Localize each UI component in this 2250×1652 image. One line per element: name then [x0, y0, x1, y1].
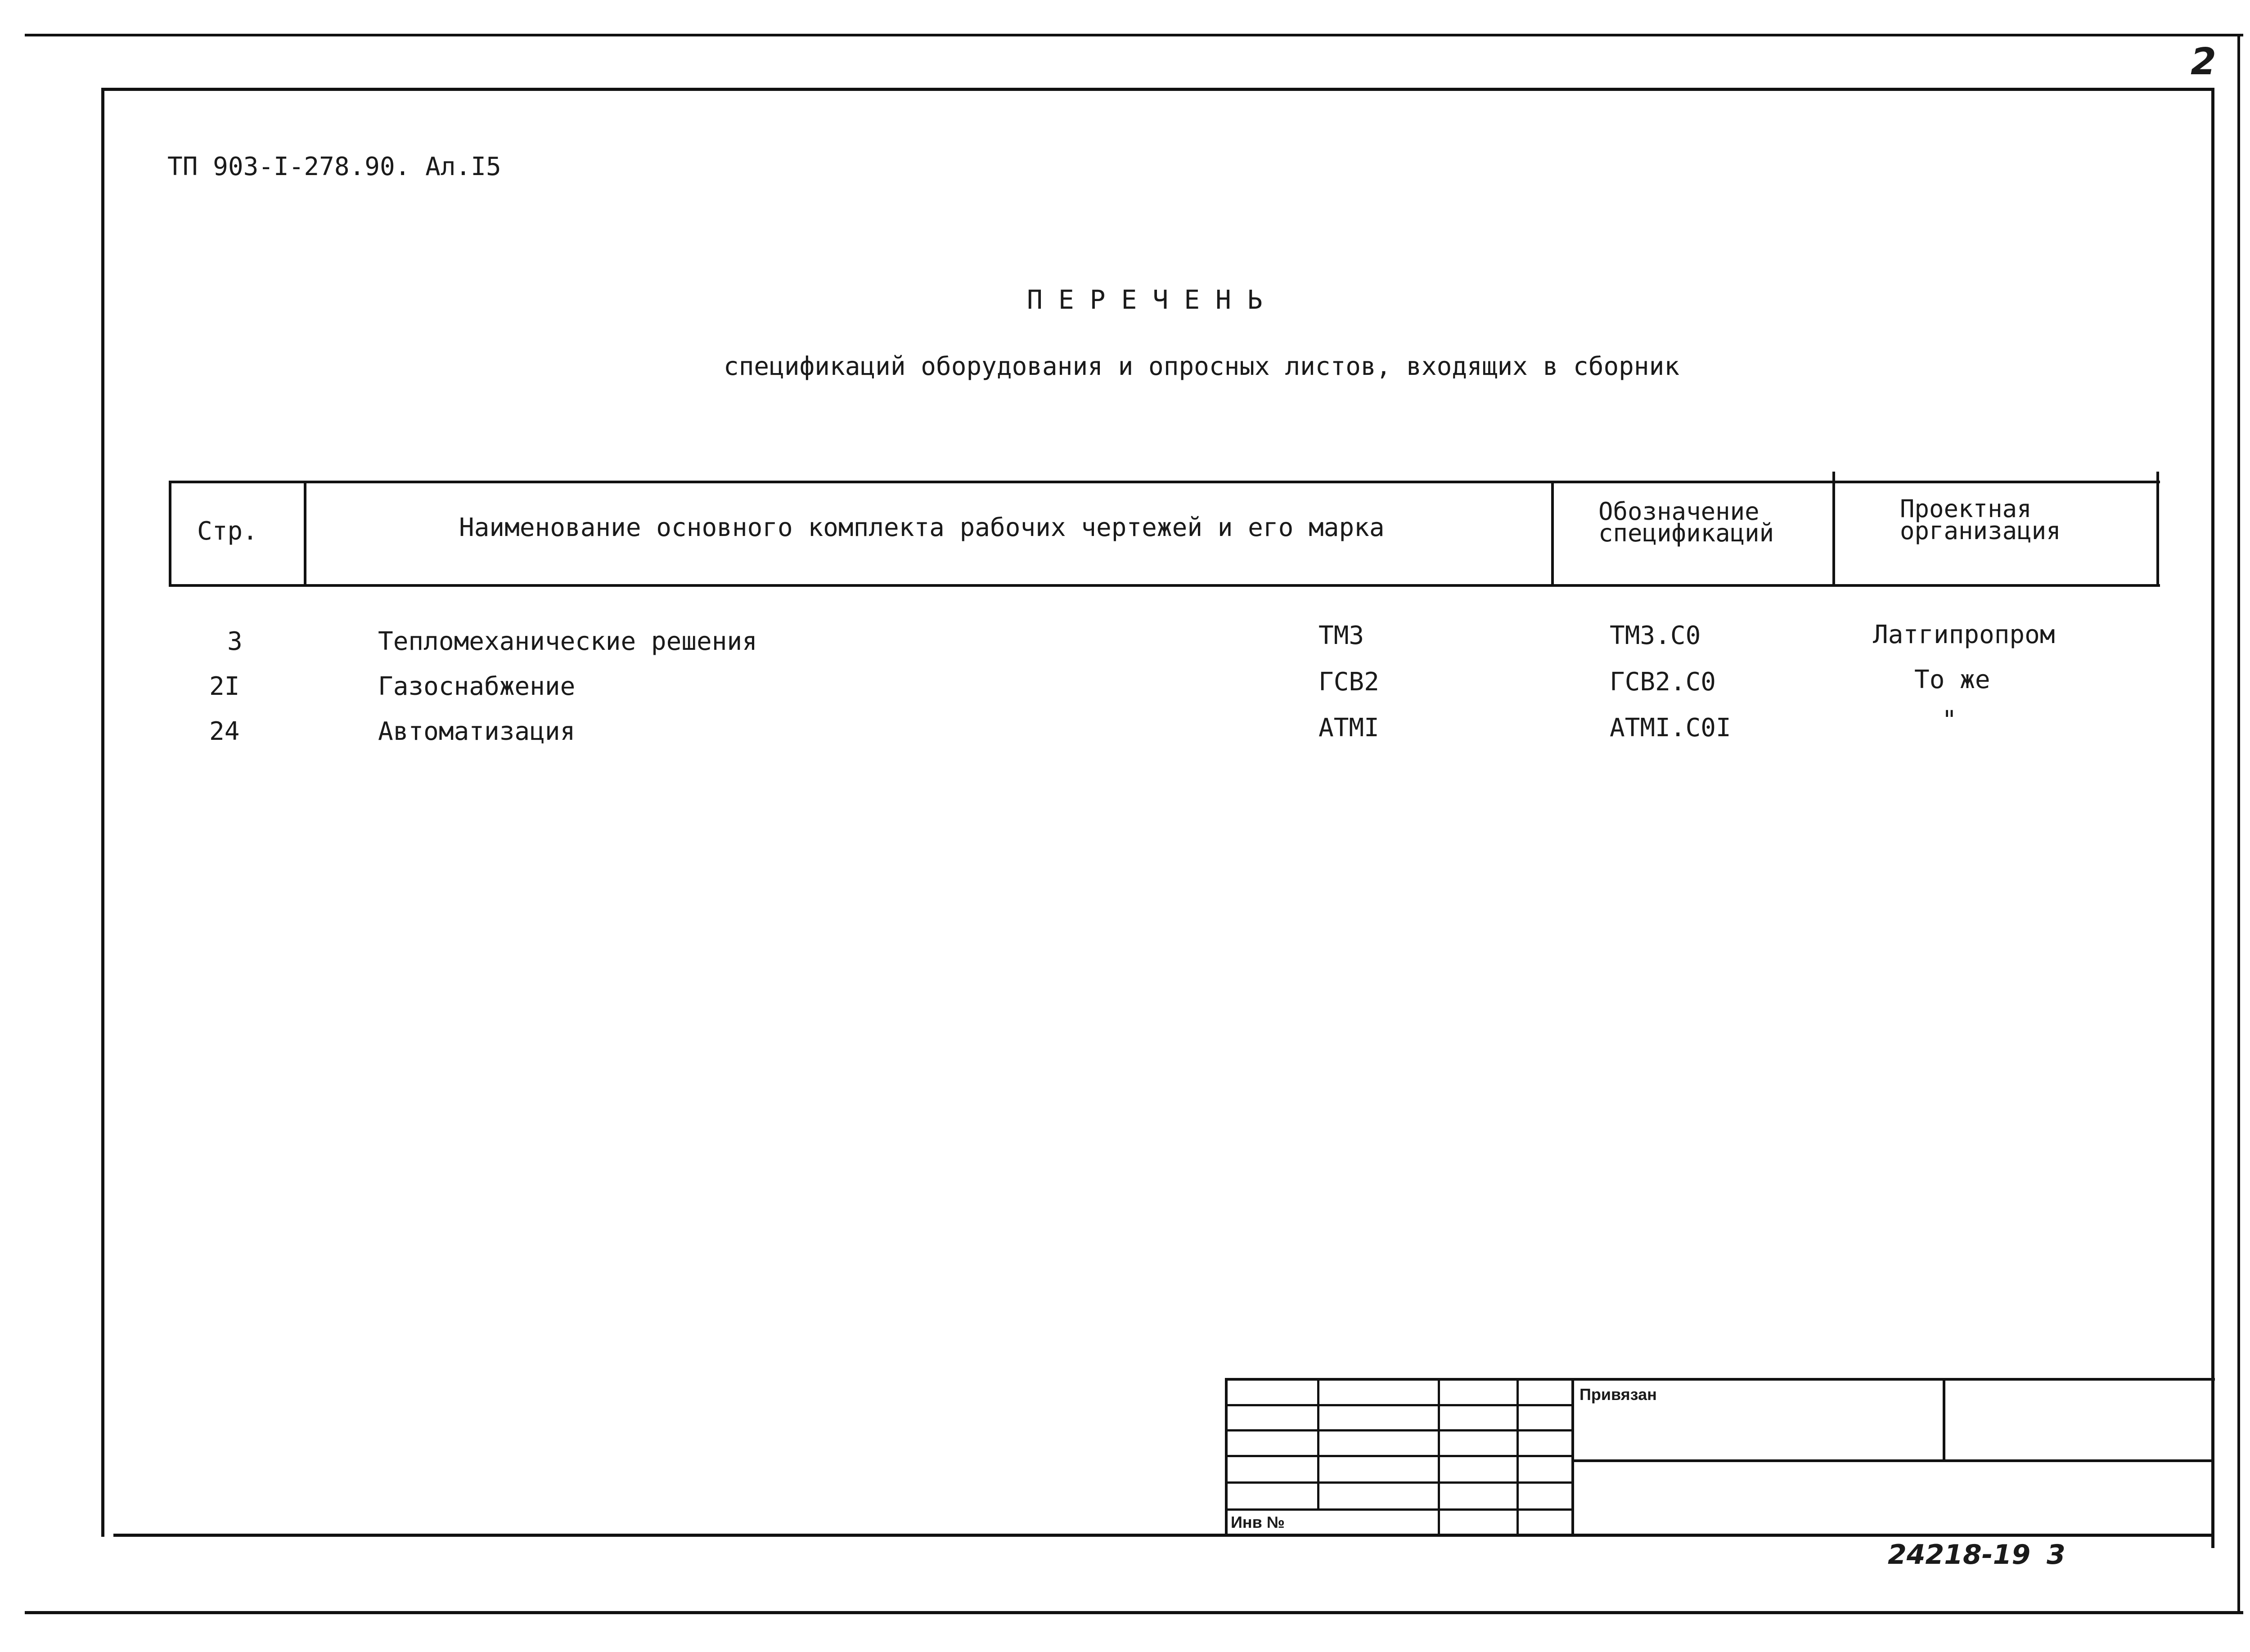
page-subtitle: спецификаций оборудования и опросных листов, входящих в сборник: [724, 352, 1680, 381]
header-divider-4: [1832, 472, 1835, 587]
top-rule: [25, 34, 2243, 36]
stamp-inv-label: Инв №: [1231, 1513, 1285, 1531]
frame-bottom: [113, 1534, 2214, 1537]
row-org: Латгипропром: [1873, 620, 2055, 649]
row-name: Газоснабжение: [378, 672, 576, 701]
row-name: Автоматизация: [378, 717, 576, 746]
stamp-mid-h: [1571, 1459, 2214, 1462]
header-top-line: [169, 481, 2160, 483]
row-page: 3: [227, 627, 243, 656]
stamp-top: [1225, 1378, 2215, 1381]
row-spec: ГСВ2.С0: [1610, 667, 1716, 697]
stamp-grid-h2: [1225, 1429, 1574, 1431]
row-spec: АТМI.С0I: [1610, 713, 1731, 743]
header-bottom-line: [169, 584, 2160, 587]
stamp-grid-v2: [1438, 1378, 1440, 1537]
header-page: Стр.: [197, 517, 258, 546]
page-title: П Е Р Е Ч Е Н Ь: [1027, 284, 1263, 315]
right-rule: [2237, 34, 2240, 1614]
row-page: 2I: [209, 672, 240, 701]
row-name: Тепломеханические решения: [378, 627, 757, 656]
header-divider-3: [1551, 481, 1554, 587]
footer-sheet-number: 3: [2047, 1539, 2066, 1571]
header-divider-5: [2156, 472, 2159, 587]
stamp-grid-h3: [1225, 1455, 1574, 1457]
stamp-grid-v4: [1571, 1378, 1574, 1537]
header-designation-line2: спецификаций: [1598, 519, 1774, 547]
stamp-left: [1225, 1378, 1228, 1537]
row-org: То же: [1914, 665, 1990, 694]
bottom-rule: [25, 1611, 2243, 1614]
stamp-bound-label: Привязан: [1580, 1385, 1657, 1404]
row-mark: ГСВ2: [1318, 667, 1379, 697]
header-designation-line1: Обозначение: [1598, 497, 1760, 526]
header-divider-1: [169, 481, 171, 587]
frame-top: [101, 88, 2214, 91]
stamp-grid-v3: [1516, 1378, 1519, 1537]
header-org-line2: организация: [1900, 517, 2061, 545]
row-org: ": [1942, 706, 1957, 735]
stamp-grid-v1: [1317, 1378, 1319, 1508]
stamp-grid-h1: [1225, 1404, 1574, 1406]
row-mark: АТМI: [1318, 713, 1379, 743]
row-spec: ТМ3.С0: [1610, 621, 1701, 650]
header-name: Наименование основного комплекта рабочих чертежей и его марка: [459, 513, 1385, 542]
footer-doc-number: 24218-19: [1888, 1539, 2031, 1571]
document-code: ТП 903-I-278.90. Ал.I5: [167, 152, 501, 181]
stamp-grid-h4: [1225, 1481, 1574, 1484]
row-page: 24: [209, 717, 240, 746]
header-org-line1: Проектная: [1900, 495, 2032, 523]
row-mark: ТМ3: [1318, 621, 1364, 650]
frame-left: [101, 88, 104, 1537]
stamp-right-v: [1943, 1378, 1945, 1462]
stamp-grid-h5: [1225, 1508, 1574, 1511]
frame-right: [2211, 88, 2214, 1548]
page-number: 2: [2191, 41, 2217, 83]
header-divider-2: [304, 481, 306, 587]
